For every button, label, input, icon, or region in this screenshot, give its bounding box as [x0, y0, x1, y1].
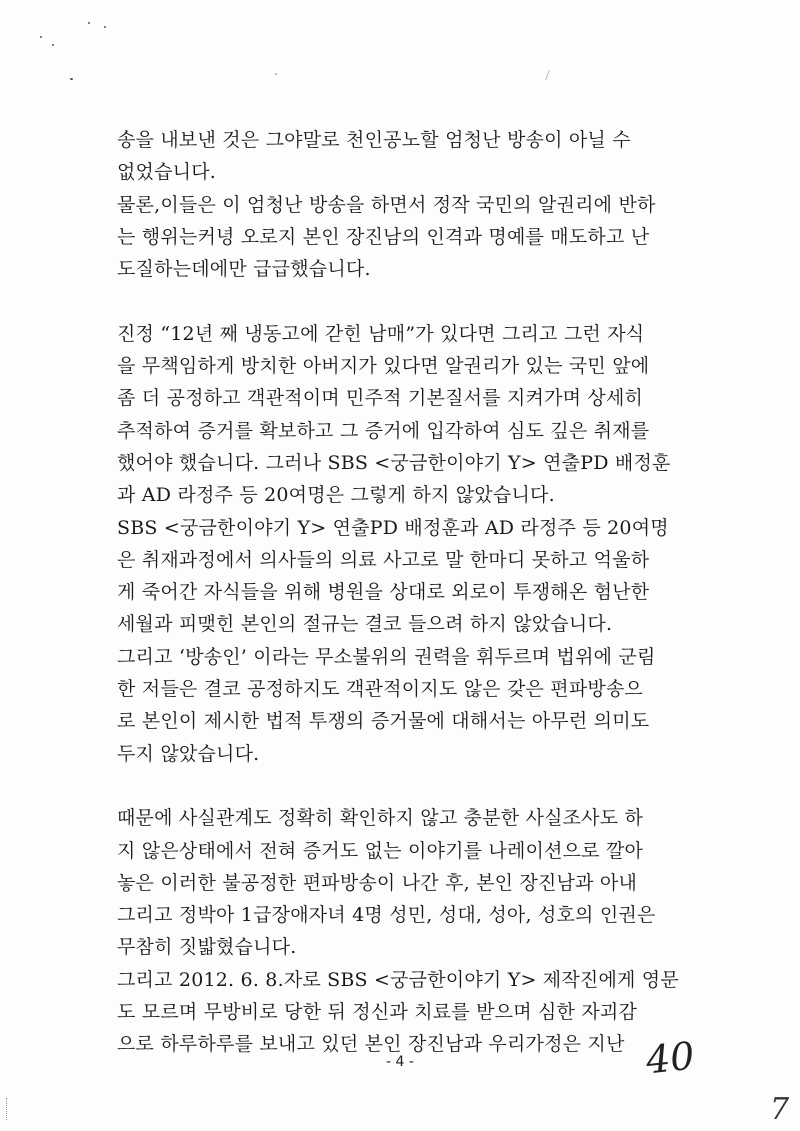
text-line: 물론,이들은 이 엄청난 방송을 하면서 정작 국민의 알권리에 반하 [117, 193, 656, 216]
text-line: 을 무책임하게 방치한 아버지가 있다면 알권리가 있는 국민 앞에 [117, 355, 650, 378]
text-line: SBS <궁금한이야기 Y> 연출PD 배정훈과 AD 라정주 등 20여명 [117, 516, 669, 539]
scan-speck [88, 22, 90, 24]
text-line: 로 본인이 제시한 법적 투쟁의 증거물에 대해서는 아무런 의미도 [117, 710, 650, 733]
paragraph-2 [117, 189, 697, 286]
text-line: 으로 하루하루를 보내고 있던 본인 장진남과 우리가정은 지난 [117, 1033, 625, 1056]
text-line: 그리고 2012. 6. 8.자로 SBS <궁금한이야기 Y> 제작진에게 영문 [117, 968, 679, 991]
text-line: 는 행위는커녕 오로지 본인 장진남의 인격과 명예를 매도하고 난 [117, 225, 650, 248]
text-line: 좀 더 공정하고 객관적이며 민주적 기본질서를 지켜가며 상세히 [117, 387, 644, 410]
scan-speck [545, 70, 549, 80]
paragraph-1 [117, 124, 697, 189]
text-line: 두지 않았습니다. [117, 742, 260, 765]
text-line: 한 저들은 결코 공정하지도 객관적이지도 않은 갖은 편파방송으 [117, 678, 644, 701]
text-line: 지 않은상태에서 전혀 증거도 없는 이야기를 나레이션으로 깔아 [117, 839, 644, 862]
scan-speck [70, 78, 73, 80]
body-text [117, 124, 697, 1061]
text-line: 그리고 정박아 1급장애자녀 4명 성민, 성대, 성아, 성호의 인권은 [117, 904, 656, 927]
paragraph-6 [117, 802, 697, 963]
text-line: 무참히 짓밟혔습니다. [117, 936, 297, 959]
paragraph-gap [117, 285, 697, 317]
paragraph-7 [117, 964, 697, 1061]
text-line: 그리고 ‘방송인’ 이라는 무소불위의 권력을 휘두르며 법위에 군림 [117, 645, 656, 668]
paragraph-4 [117, 512, 697, 641]
text-line: 때문에 사실관계도 정확히 확인하지 않고 충분한 사실조사도 하 [117, 807, 644, 830]
text-line: 놓은 이러한 불공정한 편파방송이 나간 후, 본인 장진남과 아내 [117, 871, 638, 894]
scan-edge-mark [6, 1098, 21, 1120]
page-number: - 4 - [386, 1054, 414, 1070]
text-line: 송을 내보낸 것은 그야말로 천인공노할 엄청난 방송이 아닐 수 [117, 129, 631, 151]
corner-handwritten-mark: 7 [770, 1092, 790, 1127]
handwritten-page-number: 40 [643, 1033, 697, 1083]
text-line: 없었습니다. [117, 161, 217, 184]
text-line: 도 모르며 무방비로 당한 뒤 정신과 치료를 받으며 심한 자괴감 [117, 1001, 638, 1024]
paragraph-5 [117, 641, 697, 770]
paragraph-3 [117, 318, 697, 512]
text-line: 진정 “12년 째 냉동고에 갇힌 남매”가 있다면 그리고 그런 자식 [117, 322, 645, 345]
text-line: 세월과 피맺힌 본인의 절규는 결코 들으려 하지 않았습니다. [117, 613, 613, 636]
text-line: 과 AD 라정주 등 20여명은 그렇게 하지 않았습니다. [117, 484, 555, 507]
scan-speck [40, 36, 42, 38]
paragraph-gap [117, 770, 697, 802]
scan-speck [275, 73, 277, 75]
text-line: 했어야 했습니다. 그러나 SBS <궁금한이야기 Y> 연출PD 배정훈 [117, 451, 671, 474]
text-line: 은 취재과정에서 의사들의 의료 사고로 말 한마디 못하고 억울하 [117, 548, 650, 571]
text-line: 추적하여 증거를 확보하고 그 증거에 입각하여 심도 깊은 취재를 [117, 419, 650, 442]
text-line: 도질하는데에만 급급했습니다. [117, 258, 371, 281]
scan-speck [104, 26, 106, 28]
text-line: 게 죽어간 자식들을 위해 병원을 상대로 외로이 투쟁해온 험난한 [117, 581, 650, 604]
scan-speck [52, 44, 54, 46]
